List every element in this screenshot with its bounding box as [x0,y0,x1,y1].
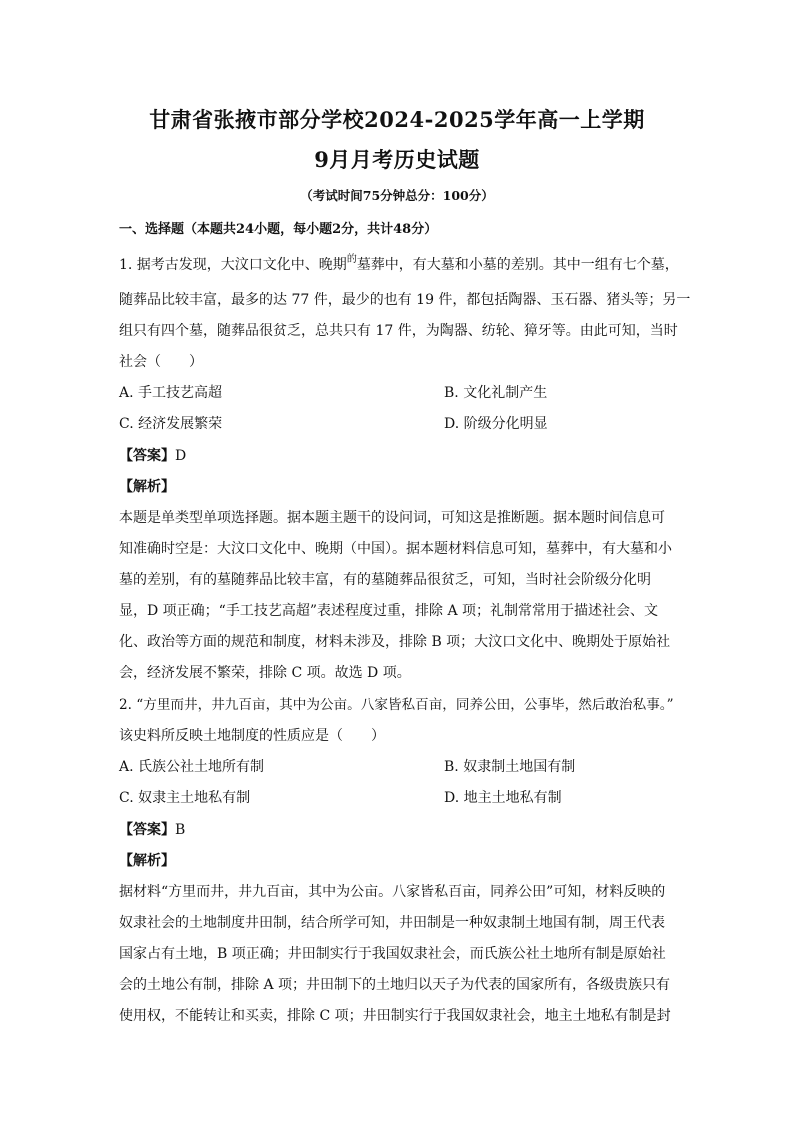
q1-analysis-line: 墓的差别，有的墓随葬品比较丰富，有的墓随葬品很贫乏，可知，当时社会阶级分化明 [119,572,651,588]
q1-stem-line1-part-b: 墓葬中，有大墓和小墓的差别。其中一组有七个墓， [356,257,679,273]
q2-stem-line2: 该史料所反映土地制度的性质应是（ ） [119,728,385,744]
q1-stem-line4: 社会（ ） [119,354,203,370]
q2-answer [119,819,185,839]
q1-analysis-line: 本题是单类型单项选择题。据本题主题干的设问词，可知这是推断题。据本题时间信息可 [119,510,665,526]
q1-stem-line1-part-a: 1. 据考古发现，大汶口文化中、晚期 [119,257,347,273]
q1-analysis-line: 知准确时空是：大汶口文化中、晚期（中国）。据本题材料信息可知，墓葬中，有大墓和小 [119,541,672,557]
q1-option-b: B. 文化礼制产生 [444,385,548,401]
q1-answer-value: D [175,448,187,464]
q2-option-a: A. 氏族公社土地所有制 [119,759,265,775]
q1-stem-line1-mark: 的 [346,254,357,265]
q1-stem-line3: 组只有四个墓，随葬品很贫乏，总共只有 17 件，为陶器、纺轮、獐牙等。由此可知，当时 [119,323,678,339]
q2-analysis-line: 奴隶社会的土地制度井田制，结合所学可知，井田制是一种奴隶制土地国有制，周王代表 [119,915,665,931]
q2-analysis-line: 会的土地公有制，排除 A 项；井田制下的土地归以天子为代表的国家所有，各级贵族只有 [119,977,671,993]
q2-answer-label: 【答案】 [119,822,175,838]
exam-subtitle: （考试时间75分钟总分：100分） [300,188,494,203]
q1-option-c: C. 经济发展繁荣 [119,416,223,432]
q1-answer [119,445,186,465]
q2-analysis-line: 使用权，不能转让和买卖，排除 C 项；井田制实行于我国奴隶社会，地主土地私有制是封 [119,1008,671,1024]
q1-option-a: A. 手工技艺高超 [119,385,223,401]
q1-answer-label: 【答案】 [119,448,175,464]
q1-stem-line2: 随葬品比较丰富，最多的达 77 件，最少的也有 19 件，都包括陶器、玉石器、猪头等；另一 [119,292,691,308]
q1-analysis-label: 【解析】 [119,479,175,495]
q2-option-d: D. 地主土地私有制 [444,790,562,806]
q2-option-b: B. 奴隶制土地国有制 [444,759,576,775]
section-heading: 一、选择题（本题共24小题，每小题2分，共计48分） [119,222,438,237]
q2-analysis-label: 【解析】 [119,853,175,869]
q1-analysis-line: 会，经济发展不繁荣，排除 C 项。故选 D 项。 [119,665,411,681]
q1-stem-line1 [119,255,679,277]
exam-title-line1: 甘肃省张掖市部分学校2024-2025学年高一上学期 [149,107,645,132]
q2-analysis-line: 国家占有土地，B 项正确；井田制实行于我国奴隶社会，而氏族公社土地所有制是原始社 [119,946,666,962]
q2-stem-line1: 2. “方里而井，井九百亩，其中为公亩。八家皆私百亩，同养公田，公事毕，然后敢治私事。” [119,697,674,713]
q2-option-c: C. 奴隶主土地私有制 [119,790,251,806]
q1-option-d: D. 阶级分化明显 [444,416,548,432]
q2-answer-value: B [175,822,186,838]
q2-analysis-line: 据材料“方里而井，井九百亩，其中为公亩。八家皆私百亩，同养公田”可知，材料反映的 [119,884,666,900]
q1-analysis-line: 化、政治等方面的规范和制度，材料未涉及，排除 B 项；大汶口文化中、晚期处于原始社 [119,634,671,650]
q1-analysis-line: 显，D 项正确；“手工技艺高超”表述程度过重，排除 A 项；礼制常常用于描述社会、文 [119,603,658,619]
exam-title-line2: 9月月考历史试题 [314,147,480,172]
